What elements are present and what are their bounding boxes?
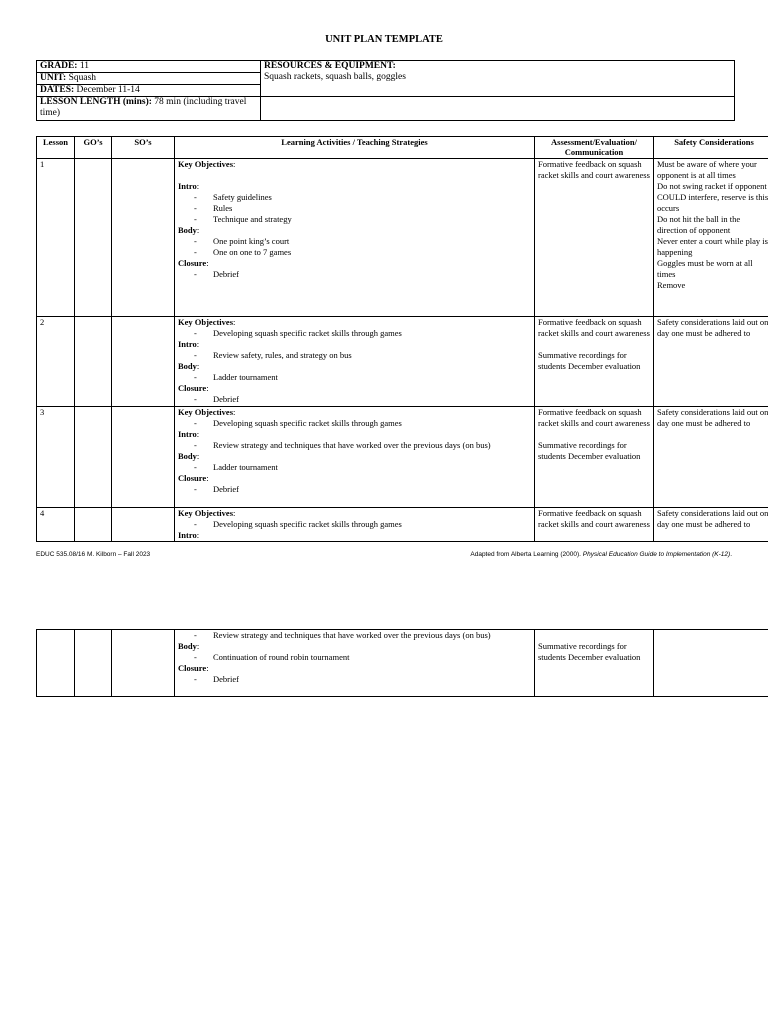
dates-cell: DATES: December 11-14 xyxy=(37,85,261,97)
lessons-table-continued xyxy=(36,629,768,697)
col-lesson: Lesson xyxy=(37,137,75,159)
activities-cell: Key Objectives: - Developing squash specific racket skills through games Intro: - Review safety, rules, and strategy on bus Body: - Ladder tournament Closure: - Debrief xyxy=(175,317,535,407)
document-title: UNIT PLAN TEMPLATE xyxy=(325,34,443,45)
lesson-length-cell: LESSON LENGTH (mins): 78 min (including travel time) xyxy=(37,97,261,121)
col-sos: SO’s xyxy=(112,137,175,159)
assessment-cell: Formative feedback on squash racket skills and court awareness xyxy=(535,159,654,317)
activities-cell: Key Objectives: Intro: - Safety guidelines - Rules - Technique and strategy Body: - One point king’s court - One on one to 7 games Closure: - Debrief xyxy=(175,159,535,317)
unit-cell: UNIT: Squash xyxy=(37,73,261,85)
table-row: 2 Key Objectives: - Developing squash specific racket skills through games Intro: - Review safety, rules, and strategy on bus Body: - Ladder tournament Closure: - Debrief Formative feedback on squash racket skills and court awareness Summative recordings for students December evaluation Safety considerations laid out on day one must be adhered to xyxy=(37,317,768,407)
grade-cell: GRADE: 11 xyxy=(37,61,261,73)
col-activities: Learning Activities / Teaching Strategies xyxy=(175,137,535,159)
col-safety: Safety Considerations xyxy=(654,137,768,159)
assessment-cell: Formative feedback on squash racket skills and court awareness xyxy=(535,508,654,542)
safety-cell: Safety considerations laid out on day one must be adhered to xyxy=(654,317,768,407)
footer-course: EDUC 535.08/16 M. Kilborn – Fall 2023 xyxy=(36,551,151,558)
activities-cell: Key Objectives: - Developing squash specific racket skills through games Intro: xyxy=(175,508,535,542)
assessment-cell: Summative recordings for students December evaluation xyxy=(535,630,654,697)
activities-cell: - Review strategy and techniques that have worked over the previous days (on bus) Body: - Continuation of round robin tournament Closure: - Debrief xyxy=(175,630,535,697)
table-row: 3 Key Objectives: - Developing squash specific racket skills through games Intro: - Review strategy and techniques that have worked over the previous days (on bus) Body: - Ladder tournament Closure: - Debrief Formative feedback on squash racket skills and court awareness Summative recordings for students December evaluation Safety considerations laid out on day one must be adhered to xyxy=(37,407,768,508)
col-gos: GO’s xyxy=(75,137,112,159)
empty-cell xyxy=(261,97,735,121)
table-row: 4 Key Objectives: - Developing squash specific racket skills through games Intro: Formative feedback on squash racket skills and court awareness Safety considerations laid out on day one must be adhered to xyxy=(37,508,768,542)
activities-cell: Key Objectives: - Developing squash specific racket skills through games Intro: - Review strategy and techniques that have worked over the previous days (on bus) Body: - Ladder tournament Closure: - Debrief xyxy=(175,407,535,508)
footer-citation: Adapted from Alberta Learning (2000). Physical Education Guide to Implementation (K-12). xyxy=(470,551,732,558)
table-row: 1 Key Objectives: Intro: - Safety guidelines - Rules - Technique and strategy Body: - One point king’s court - One on one to 7 games Closure: - Debrief Formative feedback on squash racket skills and court awareness Must be aware of where your opponent is at all times Do not swing racket if opponent COULD interfere, reserve is this occurs Do not hit the ball in the direction of opponent Never enter a court while play is happening Goggles must be worn at all times Remove xyxy=(37,159,768,317)
lessons-table xyxy=(36,136,768,542)
safety-cell: Safety considerations laid out on day one must be adhered to xyxy=(654,508,768,542)
safety-cell: Safety considerations laid out on day one must be adhered to xyxy=(654,407,768,508)
safety-cell: Must be aware of where your opponent is at all times Do not swing racket if opponent COULD interfere, reserve is this occurs Do not hit the ball in the direction of opponent Never enter a court while play is happening Goggles must be worn at all times Remove xyxy=(654,159,768,317)
table-row xyxy=(37,630,768,697)
assessment-cell: Formative feedback on squash racket skills and court awareness Summative recordings for students December evaluation xyxy=(535,317,654,407)
col-assessment: Assessment/Evaluation/ Communication xyxy=(535,137,654,159)
resources-cell: RESOURCES & EQUIPMENT: Squash rackets, squash balls, goggles xyxy=(261,61,735,97)
unit-info-table xyxy=(36,60,735,121)
assessment-cell: Formative feedback on squash racket skills and court awareness Summative recordings for students December evaluation xyxy=(535,407,654,508)
